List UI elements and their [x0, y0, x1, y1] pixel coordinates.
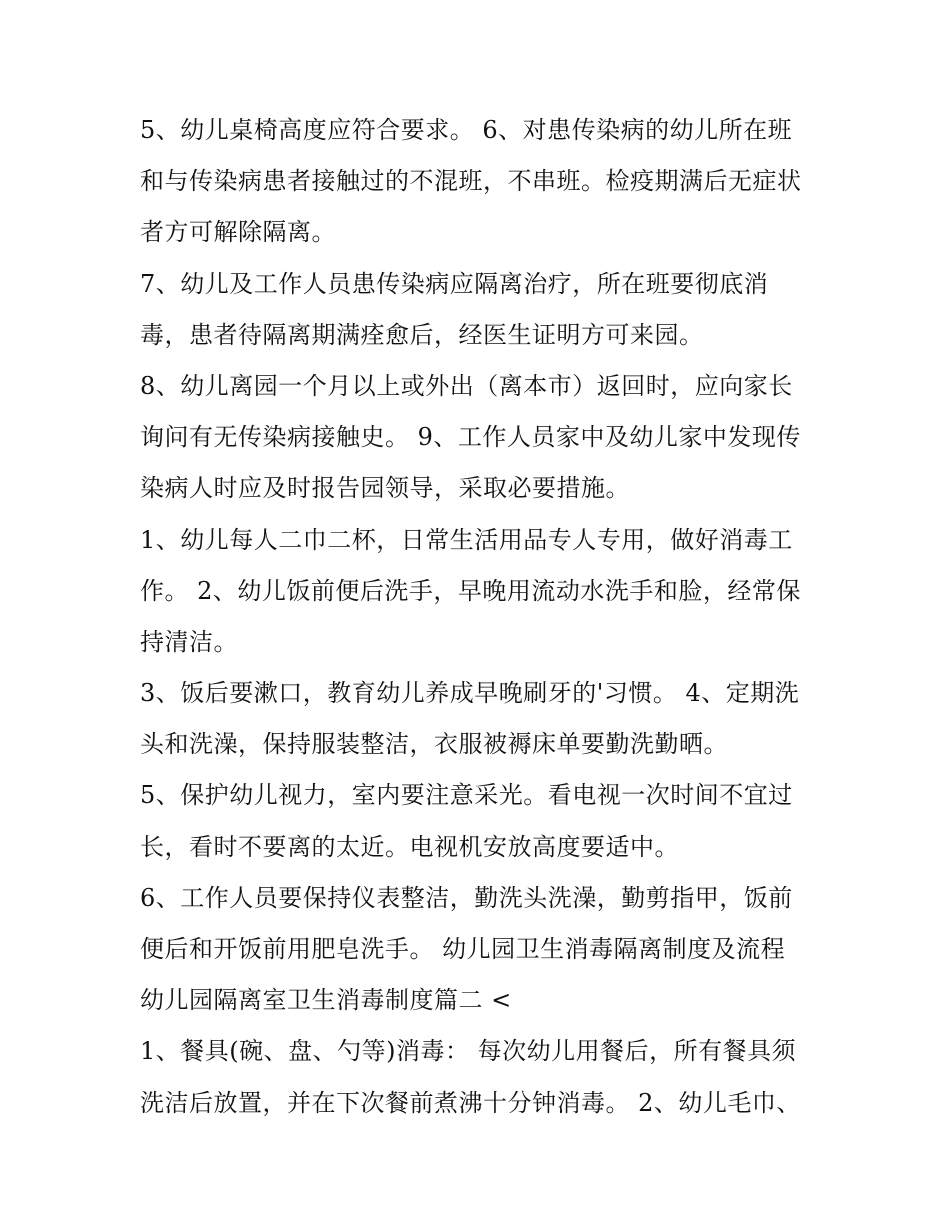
- text-line: 头和洗澡，保持服装整洁，衣服被褥床单要勤洗勤晒。: [140, 730, 728, 759]
- document-body: [140, 105, 820, 1129]
- text-line: 8、幼儿离园一个月以上或外出（离本市）返回时，应向家长: [140, 371, 793, 400]
- text-line: 便后和开饭前用肥皂洗手。 幼儿园卫生消毒隔离制度及流程: [140, 935, 786, 963]
- text-line: 3、饭后要漱口，教育幼儿养成早晚刷牙的'习惯。 4、定期洗: [140, 679, 800, 708]
- text-line: 染病人时应及时报告园领导，采取必要措施。: [140, 474, 630, 503]
- text-line: 洗洁后放置，并在下次餐前煮沸十分钟消毒。 2、幼儿毛巾、: [140, 1088, 801, 1117]
- text-line: 5、幼儿桌椅高度应符合要求。 6、对患传染病的幼儿所在班: [140, 116, 793, 144]
- text-line: 和与传染病患者接触过的不混班，不串班。检疫期满后无症状: [140, 167, 802, 196]
- text-line: 者方可解除隔离。: [140, 218, 336, 247]
- text-line: 6、工作人员要保持仪表整洁，勤洗头洗澡，勤剪指甲，饭前: [140, 883, 793, 912]
- text-line: 幼儿园隔离室卫生消毒制度篇二 <: [140, 986, 512, 1015]
- text-line: 询问有无传染病接触史。 9、工作人员家中及幼儿家中发现传: [140, 423, 801, 452]
- text-line: 1、幼儿每人二巾二杯，日常生活用品专人专用，做好消毒工: [140, 525, 793, 554]
- text-line: 7、幼儿及工作人员患传染病应隔离治疗，所在班要彻底消: [140, 269, 769, 298]
- text-line: 1、餐具(碗、盘、勺等)消毒： 每次幼儿用餐后，所有餐具须: [140, 1037, 797, 1066]
- text-line: 长，看时不要离的太近。电视机安放高度要适中。: [140, 832, 679, 861]
- text-line: 毒，患者待隔离期满痊愈后，经医生证明方可来园。: [140, 320, 704, 349]
- text-line: 持清洁。: [140, 627, 238, 656]
- text-line: 作。 2、幼儿饭前便后洗手，早晚用流动水洗手和脸，经常保: [140, 576, 801, 605]
- text-line: 5、保护幼儿视力，室内要注意采光。看电视一次时间不宜过: [140, 781, 793, 810]
